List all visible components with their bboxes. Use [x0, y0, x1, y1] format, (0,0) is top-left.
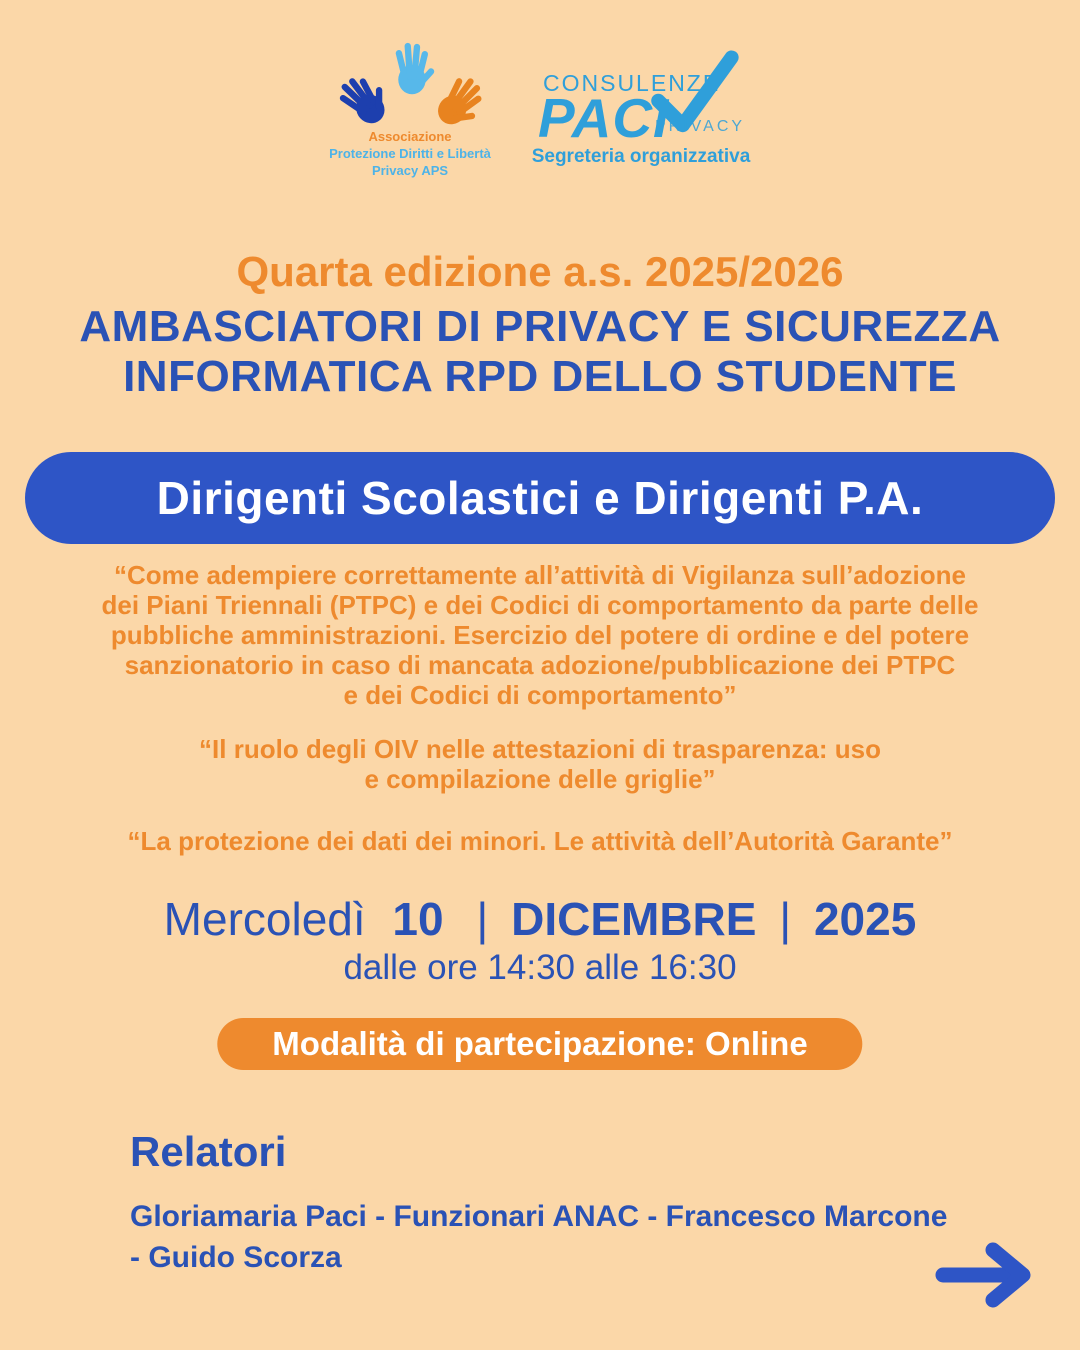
participation-banner — [217, 1018, 862, 1070]
participation-banner-label: Modalità di partecipazione: Online — [272, 1025, 808, 1062]
event-month: DICEMBRE — [511, 893, 757, 945]
association-aps: Privacy APS — [371, 163, 449, 178]
paci-logo-wordmark: PACI — [538, 87, 670, 149]
event-time: dalle ore 14:30 alle 16:30 — [343, 948, 737, 987]
topic-oiv-trasparenza — [0, 734, 1080, 794]
next-arrow-icon[interactable] — [935, 1240, 1035, 1310]
event-day: 10 — [392, 893, 444, 945]
event-weekday: Mercoledì — [163, 893, 366, 945]
topic-line: “Il ruolo degli OIV nelle attestazioni di trasparenza: uso — [199, 734, 881, 764]
event-year: 2025 — [813, 893, 917, 945]
topic-line: “Come adempiere correttamente all’attività di Vigilanza sull’adozione — [114, 560, 966, 590]
speakers-list — [130, 1196, 1010, 1278]
page-title-line2: INFORMATICA RPD DELLO STUDENTE — [123, 352, 957, 401]
speakers-line: Gloriamaria Paci - Funzionari ANAC - Francesco Marcone — [130, 1200, 948, 1233]
topic-line: pubbliche amministrazioni. Esercizio del potere di ordine e del potere — [110, 620, 970, 650]
topic-line: sanzionatorio in caso di mancata adozione/pubblicazione dei PTPC — [124, 650, 956, 680]
topic-line: dei Piani Triennali (PTPC) e dei Codici di comportamento da parte delle — [101, 590, 979, 620]
page-title-line1: AMBASCIATORI DI PRIVACY E SICUREZZA — [79, 302, 1001, 351]
topic-line: e dei Codici di comportamento” — [343, 680, 737, 710]
organizer-role-label: Segreteria organizzativa — [531, 146, 751, 167]
topic-line: e compilazione delle griglie” — [364, 764, 716, 794]
speakers-heading: Relatori — [130, 1128, 287, 1175]
topic-line: “La protezione dei dati dei minori. Le attività dell’Autorità Garante” — [127, 826, 953, 856]
paci-logo-consulenze: CONSULENZE — [543, 70, 721, 96]
topic-vigilanza-ptpc — [0, 560, 1080, 710]
date-separator: | — [779, 893, 792, 945]
edition-subtitle: Quarta edizione a.s. 2025/2026 — [236, 248, 844, 295]
event-date — [0, 892, 1080, 946]
three-hands-logo-icon — [338, 34, 486, 132]
audience-banner-label: Dirigenti Scolastici e Dirigenti P.A. — [156, 472, 924, 524]
association-subtitle: Protezione Diritti e Libertà — [329, 146, 491, 161]
paci-logo-privacy: PRIVACY — [655, 118, 746, 135]
speakers-line: - Guido Scorza — [130, 1241, 342, 1274]
topic-dati-minori — [0, 826, 1080, 856]
audience-banner — [25, 452, 1055, 544]
date-separator: | — [476, 893, 489, 945]
association-name: Associazione — [368, 129, 452, 144]
association-logo-text — [300, 128, 520, 179]
